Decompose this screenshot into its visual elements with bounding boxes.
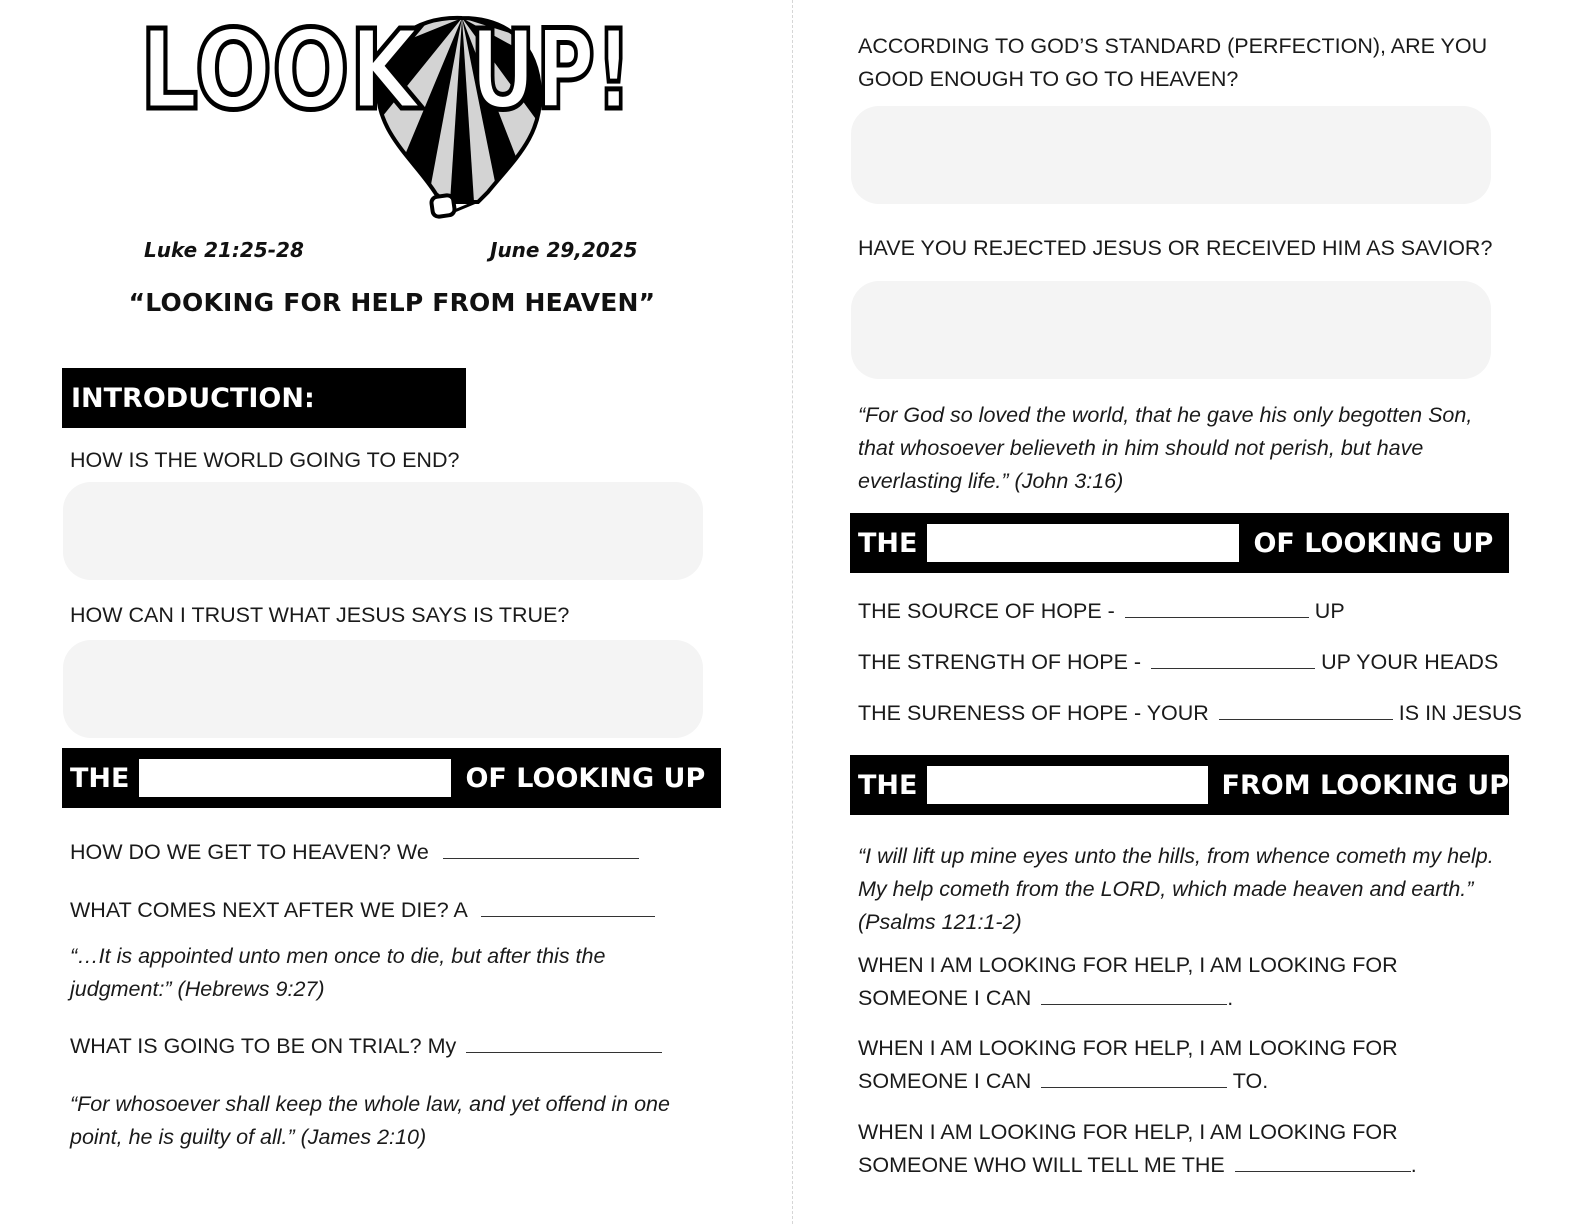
question-after-death (70, 894, 655, 927)
question-world-end: HOW IS THE WORLD GOING TO END? (70, 448, 460, 472)
help-line-2-prefix: SOMEONE I CAN (858, 1069, 1032, 1093)
blank-on-trial[interactable] (466, 1031, 662, 1053)
section1-word-looking-up: OF LOOKING UP (465, 762, 706, 794)
question-good-enough: ACCORDING TO GOD’S STANDARD (PERFECTION), ARE YOU GOOD ENOUGH TO GO TO HEAVEN? (858, 34, 1488, 91)
hope-strength-suffix: UP YOUR HEADS (1321, 650, 1499, 674)
blank-help-3[interactable] (1235, 1150, 1411, 1172)
logo-word-up: UP! (470, 6, 632, 134)
logo-wordmark (140, 6, 640, 134)
answer-box-good-enough[interactable] (851, 106, 1491, 204)
question-on-trial (70, 1030, 662, 1063)
section2-word-the: THE (858, 527, 918, 559)
question-rejected-received: HAVE YOU REJECTED JESUS OR RECEIVED HIM AS SAVIOR? (858, 236, 1493, 260)
help-line-3 (858, 1116, 1417, 1182)
blank-after-death[interactable] (481, 895, 655, 917)
verse-james: “For whosoever shall keep the whole law, and yet offend in one point, he is guilty of all.” (James 2:10) (70, 1092, 670, 1149)
sermon-title: “LOOKING FOR HELP FROM HEAVEN” (128, 288, 656, 317)
answer-box-trust-jesus[interactable] (63, 640, 703, 738)
question-on-trial-text: WHAT IS GOING TO BE ON TRIAL? My (70, 1034, 457, 1058)
sermon-date: June 29,2025 (490, 238, 638, 262)
section3-heading-blank[interactable] (927, 766, 1207, 804)
section3-word-looking-up: FROM LOOKING UP (1221, 769, 1509, 801)
hope-strength-text: THE STRENGTH OF HOPE - (858, 650, 1142, 674)
help-line-3-completion (858, 1149, 1417, 1182)
hope-sureness-line (858, 697, 1522, 730)
answer-box-world-end[interactable] (63, 482, 703, 580)
verse-psalms: “I will lift up mine eyes unto the hills, from whence cometh my help. My help cometh from the LORD, which made heaven and earth.” (Psalms 121:1-2) (858, 844, 1494, 934)
help-line-2-suffix: TO. (1232, 1069, 1269, 1093)
hope-sureness-text: THE SURENESS OF HOPE - YOUR (858, 701, 1209, 725)
blank-hope-source[interactable] (1125, 596, 1309, 618)
verse-hebrews: “…It is appointed unto men once to die, but after this the judgment:” (Hebrews 9:27) (70, 944, 606, 1001)
question-after-death-text: WHAT COMES NEXT AFTER WE DIE? A (70, 898, 467, 922)
section2-word-looking-up: OF LOOKING UP (1253, 527, 1494, 559)
help-line-3-prefix: SOMEONE WHO WILL TELL ME THE (858, 1153, 1225, 1177)
hope-source-line (858, 595, 1345, 628)
section1-heading (62, 748, 721, 808)
scripture-reference: Luke 21:25-28 (144, 238, 304, 262)
hope-strength-line (858, 646, 1498, 679)
blank-hope-sureness[interactable] (1219, 698, 1393, 720)
question-trust-jesus: HOW CAN I TRUST WHAT JESUS SAYS IS TRUE? (70, 603, 570, 627)
help-line-3-suffix: . (1410, 1153, 1417, 1177)
help-line-1-suffix: . (1227, 986, 1234, 1010)
help-line-1-lead: WHEN I AM LOOKING FOR HELP, I AM LOOKING FOR (858, 953, 1398, 977)
hope-source-text: THE SOURCE OF HOPE - (858, 599, 1115, 623)
help-line-3-lead: WHEN I AM LOOKING FOR HELP, I AM LOOKING FOR (858, 1120, 1398, 1144)
look-up-logo (140, 6, 640, 232)
help-line-1 (858, 949, 1398, 1015)
question-get-to-heaven (70, 836, 639, 869)
blank-help-1[interactable] (1041, 983, 1227, 1005)
blank-get-to-heaven[interactable] (443, 837, 639, 859)
section2-heading (850, 513, 1509, 573)
blank-hope-strength[interactable] (1151, 647, 1315, 669)
blank-help-2[interactable] (1041, 1066, 1227, 1088)
help-line-2 (858, 1032, 1398, 1098)
question-get-to-heaven-text: HOW DO WE GET TO HEAVEN? We (70, 840, 429, 864)
section2-heading-blank[interactable] (927, 524, 1239, 562)
hope-source-suffix: UP (1314, 599, 1345, 623)
page-fold-line (792, 0, 793, 1224)
section3-word-the: THE (858, 769, 918, 801)
help-line-1-prefix: SOMEONE I CAN (858, 986, 1032, 1010)
introduction-heading-text: INTRODUCTION: (71, 382, 315, 414)
section1-word-the: THE (70, 762, 130, 794)
introduction-heading (62, 368, 466, 428)
help-line-1-completion (858, 982, 1398, 1015)
section1-heading-blank[interactable] (139, 759, 451, 797)
help-line-2-completion (858, 1065, 1398, 1098)
answer-box-rejected-received[interactable] (851, 281, 1491, 379)
verse-john: “For God so loved the world, that he gave his only begotten Son, that whosoever believeth in him should not perish, but have everlasting life.” (John 3:16) (858, 403, 1473, 493)
logo-word-look: LOOK (140, 6, 424, 134)
hope-sureness-suffix: IS IN JESUS (1398, 701, 1522, 725)
help-line-2-lead: WHEN I AM LOOKING FOR HELP, I AM LOOKING FOR (858, 1036, 1398, 1060)
section3-heading (850, 755, 1509, 815)
